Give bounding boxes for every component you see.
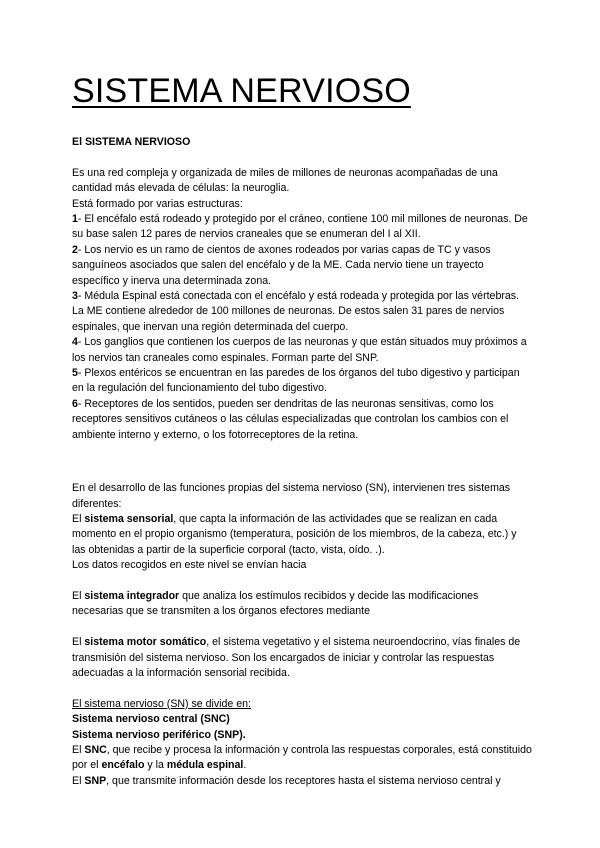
- functions-intro: En el desarrollo de las funciones propias del sistema nervioso (SN), intervienen tres sistemas diferentes:: [72, 482, 511, 510]
- structure-number: 1: [72, 213, 78, 226]
- text-run: y la: [144, 759, 167, 772]
- sensorial-line2: Los datos recogidos en este nivel se envían hacia: [72, 559, 307, 572]
- text-run: El: [72, 512, 85, 525]
- snp-abbr: SNP: [84, 774, 107, 787]
- text-run: , que recibe y procesa la información y controla las respuestas corporales, está constituido por el: [72, 743, 532, 772]
- structure-number: 5: [72, 367, 78, 380]
- structure-number: 4: [72, 336, 78, 349]
- structure-item-4: [72, 335, 532, 366]
- text-run: .: [243, 759, 247, 772]
- medula-term: médula espinal: [166, 759, 244, 772]
- text-run: El: [72, 743, 85, 756]
- integrador-term: sistema integrador: [84, 589, 180, 602]
- structure-item-2: [72, 243, 532, 289]
- sensorial-paragraph: [72, 512, 532, 558]
- structure-number: 2: [72, 243, 78, 256]
- integrador-paragraph: [72, 589, 532, 620]
- structure-text: - Receptores de los sentidos, pueden ser dendritas de las neuronas sensitivas, como los receptores sensitivos cutáneos o las células especializadas que controlan los cambios con el ambiente interno y externo, o los fotorreceptores de la retina.: [72, 397, 509, 441]
- structure-text: - El encéfalo está rodeado y protegido por el cráneo, contiene 100 mil millones de neuronas. De su base salen 12 pares de nervios craneales que se enumeran del I al XII.: [72, 213, 528, 241]
- structure-number: 3: [72, 290, 78, 303]
- intro-paragraph: Es una red compleja y organizada de miles de millones de neuronas acompañadas de una cantidad más elevada de células: la neuroglia.: [72, 166, 498, 195]
- structure-item-3: [72, 289, 532, 335]
- structure-item-5: [72, 366, 532, 397]
- text-run: El: [72, 589, 85, 602]
- snc-description: [72, 743, 532, 774]
- sensorial-term: sistema sensorial: [84, 512, 174, 525]
- document-body: [72, 135, 532, 789]
- structure-item-6: [72, 397, 532, 443]
- snc-abbr: SNC: [84, 743, 107, 756]
- snp-label-text: Sistema nervioso periférico (SNP).: [72, 728, 246, 741]
- intro-structures-line: Está formado por varias estructuras:: [72, 197, 243, 210]
- structure-text: - Plexos entéricos se encuentran en las paredes de los órganos del tubo digestivo y participan en la regulación del funcionamiento del tubo digestivo.: [72, 367, 520, 395]
- structure-text: - Los nervio es un ramo de cientos de axones rodeados por varias capas de TC y vasos sanguíneos asociados que salen del encéfalo y de la ME. Cada nervio tiene un trayecto específico y inerva una determinada zona.: [72, 243, 491, 287]
- snc-label-text: Sistema nervioso central (SNC): [72, 713, 230, 726]
- text-run: que analiza los estímulos recibidos y decide las modificaciones necesarias que se transmiten a los órganos efectores mediante: [72, 589, 479, 618]
- text-run: , que capta la información de las actividades que se realizan en cada momento en el propio organismo (temperatura, posición de los miembros, de la cabeza, etc.) y las obtenidas a partir de la superficie corporal (tacto, vista, oído. .).: [72, 512, 517, 556]
- structure-text: - Médula Espinal está conectada con el encéfalo y está rodeada y protegida por las vértebras. La ME contiene alrededor de 100 millones de neuronas. De estos salen 31 pares de nervios espinales, que inervan una región determinada del cuerpo.: [72, 290, 519, 333]
- snp-description: [72, 774, 532, 789]
- motor-paragraph: [72, 635, 532, 681]
- snp-label: [72, 728, 532, 743]
- structure-item-1: [72, 212, 532, 243]
- structure-text: - Los ganglios que contienen los cuerpos de las neuronas y que están situados muy próximos a los nervios tan craneales como espinales. Forman parte del SNP.: [72, 336, 527, 364]
- motor-term: sistema motor somático: [84, 636, 207, 649]
- text-run: , el sistema vegetativo y el sistema neuroendocrino, vías finales de transmisión del sistema nervioso. Son los encargados de iniciar y controlar las respuestas adecuadas a la información sensorial recibida.: [72, 636, 521, 679]
- text-run: , que transmite información desde los receptores hasta el sistema nervioso central y: [106, 774, 501, 787]
- encefalo-term: encéfalo: [101, 759, 145, 772]
- snc-label: [72, 712, 532, 727]
- division-heading: El sistema nervioso (SN) se divide en:: [72, 697, 251, 710]
- text-run: El: [72, 636, 85, 649]
- text-run: El: [72, 774, 85, 787]
- page-title: SISTEMA NERVIOSO: [72, 72, 411, 110]
- structure-number: 6: [72, 397, 78, 410]
- section-subtitle: El SISTEMA NERVIOSO: [72, 136, 191, 148]
